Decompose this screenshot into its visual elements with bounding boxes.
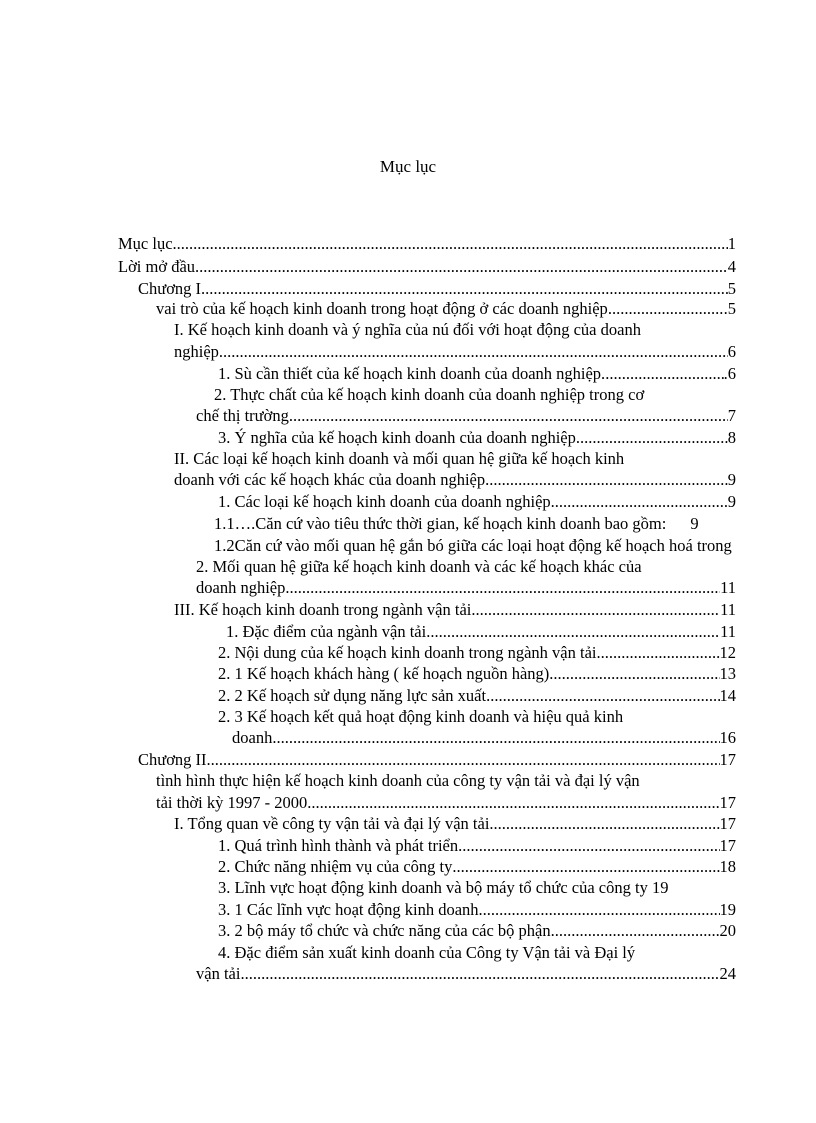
toc-entry-text: 3. 2 bộ máy tổ chức và chức năng của các bộ phận <box>218 921 551 940</box>
toc-entry <box>156 771 736 791</box>
toc-leader-dots <box>555 492 728 512</box>
toc-leader-dots <box>486 686 719 706</box>
toc-entry <box>218 857 736 877</box>
toc-entry <box>218 900 736 920</box>
toc-entry <box>214 514 770 534</box>
toc-entry <box>218 428 736 448</box>
toc-leader-dots <box>605 364 723 384</box>
toc-leader-dots <box>201 279 728 299</box>
toc-entry-text: 2. Chức năng nhiệm vụ của công ty <box>218 857 453 876</box>
toc-page-number: 11 <box>720 600 736 619</box>
toc-entry-text: nghiệp <box>174 342 219 361</box>
toc-entry <box>138 279 736 299</box>
toc-entry-text: Chương I <box>138 279 202 298</box>
toc-entry <box>218 943 736 963</box>
toc-entry <box>218 707 736 727</box>
toc-leader-dots <box>272 728 719 748</box>
toc-page-number: 14 <box>719 686 736 705</box>
toc-entry-text: 3. Ý nghĩa của kế hoạch kinh doanh của doanh nghiệp. <box>218 428 580 447</box>
page-title: Mục lục <box>379 157 437 176</box>
toc-page-number: 1 <box>727 234 736 253</box>
toc-page-number: 17 <box>719 793 736 812</box>
toc-entry-text: 1.2Căn cứ vào mối quan hệ gắn bó giữa các loại hoạt động kế hoạch hoá trong <box>214 536 732 555</box>
toc-page-number: 9 <box>690 514 699 533</box>
toc-entry-text: 1.1….Căn cứ vào tiêu thức thời gian, kế hoạch kinh doanh bao gồm: <box>214 514 667 533</box>
toc-entry-text: I. Tổng quan về công ty vận tải và đại lý vận tải <box>174 814 490 833</box>
toc-entry <box>218 921 736 941</box>
toc-page-number: 6 <box>727 342 736 361</box>
toc-entry <box>174 814 736 834</box>
toc-entry <box>174 600 736 620</box>
toc-leader-dots <box>479 900 720 920</box>
toc-page-number: .5 <box>723 299 736 318</box>
toc-page-number: 9 <box>727 470 736 489</box>
toc-entry-text: II. Các loại kế hoạch kinh doanh và mối quan hệ giữa kế hoạch kinh <box>174 449 625 468</box>
toc-entry <box>196 578 736 598</box>
toc-page-number: 12 <box>719 643 736 662</box>
toc-entry-text: 4. Đặc điểm sản xuất kinh doanh của Công ty Vận tải và Đại lý <box>218 943 636 962</box>
toc-entry-text: Mục lục <box>118 234 173 253</box>
toc-entry <box>196 964 736 984</box>
toc-entry <box>218 664 736 684</box>
toc-entry-text: 1. Các loại kế hoạch kinh doanh của doanh nghiệp. <box>218 492 555 511</box>
toc-entry-text: 1. Quá trình hình thành và phát triển. <box>218 836 463 855</box>
toc-leader-dots <box>601 643 720 663</box>
toc-page-number: 13 <box>719 664 736 683</box>
toc-entry <box>218 643 736 663</box>
toc-entry-text: 1. Sù cần thiết của kế hoạch kinh doanh của doanh nghiệp. <box>218 364 606 383</box>
toc-entry <box>138 750 736 770</box>
toc-entry <box>232 728 736 748</box>
toc-entry-text: chế thị trường <box>196 406 289 425</box>
toc-page-number: 8 <box>727 428 736 447</box>
toc-entry <box>214 385 736 405</box>
toc-leader-dots <box>489 470 728 490</box>
toc-leader-dots <box>476 600 721 620</box>
toc-leader-dots <box>452 857 719 877</box>
toc-entry-text: 3. 1 Các lĩnh vực hoạt động kinh doanh <box>218 900 479 919</box>
toc-entry <box>218 686 736 706</box>
toc-leader-dots <box>219 342 728 362</box>
toc-page-number: 9 <box>727 492 736 511</box>
toc-page-number: 24 <box>719 964 736 983</box>
toc-entry <box>218 492 736 512</box>
toc-leader-dots <box>551 921 720 941</box>
toc-entry-text: tải thời kỳ 1997 - 2000 <box>156 793 308 812</box>
toc-entry-text: tình hình thực hiện kế hoạch kinh doanh của công ty vận tải và đại lý vận <box>156 771 640 790</box>
toc-leader-dots <box>462 836 719 856</box>
toc-leader-dots <box>289 578 720 598</box>
toc-entry <box>174 320 736 340</box>
toc-leader-dots <box>489 814 719 834</box>
toc-entry-text: doanh với các kế hoạch khác của doanh nghiệp. <box>174 470 490 489</box>
toc-leader-dots <box>173 234 728 254</box>
toc-entry <box>156 299 736 319</box>
toc-entry-text: vai trò của kế hoạch kinh doanh trong hoạt động ở các doanh nghiệp <box>156 299 608 318</box>
toc-page-number: .6 <box>723 364 736 383</box>
toc-leader-dots <box>240 964 719 984</box>
toc-entry-text: I. Kế hoạch kinh doanh và ý nghĩa của nú đối với hoạt động của doanh <box>174 320 641 339</box>
toc-entry-text: Chương II <box>138 750 207 769</box>
toc-leader-dots <box>207 750 720 770</box>
toc-page-number: 16 <box>719 728 736 747</box>
toc-entry <box>218 836 736 856</box>
toc-page-number: 20 <box>719 921 736 940</box>
toc-page-number: 5 <box>727 279 736 298</box>
toc-entry-text: 2. 3 Kế hoạch kết quả hoạt động kinh doanh và hiệu quả kinh <box>218 707 624 726</box>
toc-entry-text: vận tải <box>196 964 241 983</box>
toc-entry-text: III. Kế hoạch kinh doanh trong ngành vận tải. <box>174 600 476 619</box>
toc-entry <box>118 234 736 254</box>
toc-entry-text: 2. 1 Kế hoạch khách hàng ( kế hoạch nguồn hàng) <box>218 664 550 683</box>
toc-leader-dots <box>289 406 728 426</box>
toc-entry <box>196 406 736 426</box>
toc-entry-text: doanh <box>232 728 273 747</box>
toc-page-number: 17 <box>719 836 736 855</box>
toc-page-number: 19 <box>719 900 736 919</box>
toc-leader-dots <box>307 793 719 813</box>
toc-page-number: 11 <box>720 578 736 597</box>
toc-entry <box>156 793 736 813</box>
toc-entry <box>174 342 736 362</box>
toc-page-number: 4 <box>727 257 736 276</box>
toc-entry <box>218 364 736 384</box>
toc-leader-dots <box>195 257 728 277</box>
toc-entry-text: 3. Lĩnh vực hoạt động kinh doanh và bộ máy tổ chức của công ty 19 <box>218 878 669 897</box>
toc-entry-text: 2. 2 Kế hoạch sử dụng năng lực sản xuất <box>218 686 487 705</box>
toc-entry-text: doanh nghiệp. <box>196 578 290 597</box>
toc-entry <box>214 536 816 556</box>
toc-entry <box>218 878 760 898</box>
toc-page-number: 7 <box>727 406 736 425</box>
toc-page-number: 18 <box>719 857 736 876</box>
toc-leader-dots <box>580 428 728 448</box>
toc-leader-dots <box>549 664 719 684</box>
toc-page-number: 11 <box>720 622 736 641</box>
toc-entry <box>174 449 736 469</box>
toc-entry-text: 2. Nội dung của kế hoạch kinh doanh trong ngành vận tải. <box>218 643 601 662</box>
toc-leader-dots <box>608 299 724 319</box>
toc-page-number: 17 <box>719 750 736 769</box>
toc-entry-text: 1. Đặc điểm của ngành vận tải. <box>226 622 431 641</box>
toc-entry <box>118 257 736 277</box>
toc-leader-dots <box>430 622 720 642</box>
toc-page-number: 17 <box>719 814 736 833</box>
toc-entry <box>174 470 736 490</box>
toc-entry <box>226 622 736 642</box>
toc-entry-text: Lời mở đầu <box>118 257 196 276</box>
toc-entry <box>196 557 736 577</box>
toc-entry-text: 2. Thực chất của kế hoạch kinh doanh của doanh nghiệp trong cơ <box>214 385 645 404</box>
toc-entry-text: 2. Mối quan hệ giữa kế hoạch kinh doanh và các kế hoạch khác của <box>196 557 642 576</box>
